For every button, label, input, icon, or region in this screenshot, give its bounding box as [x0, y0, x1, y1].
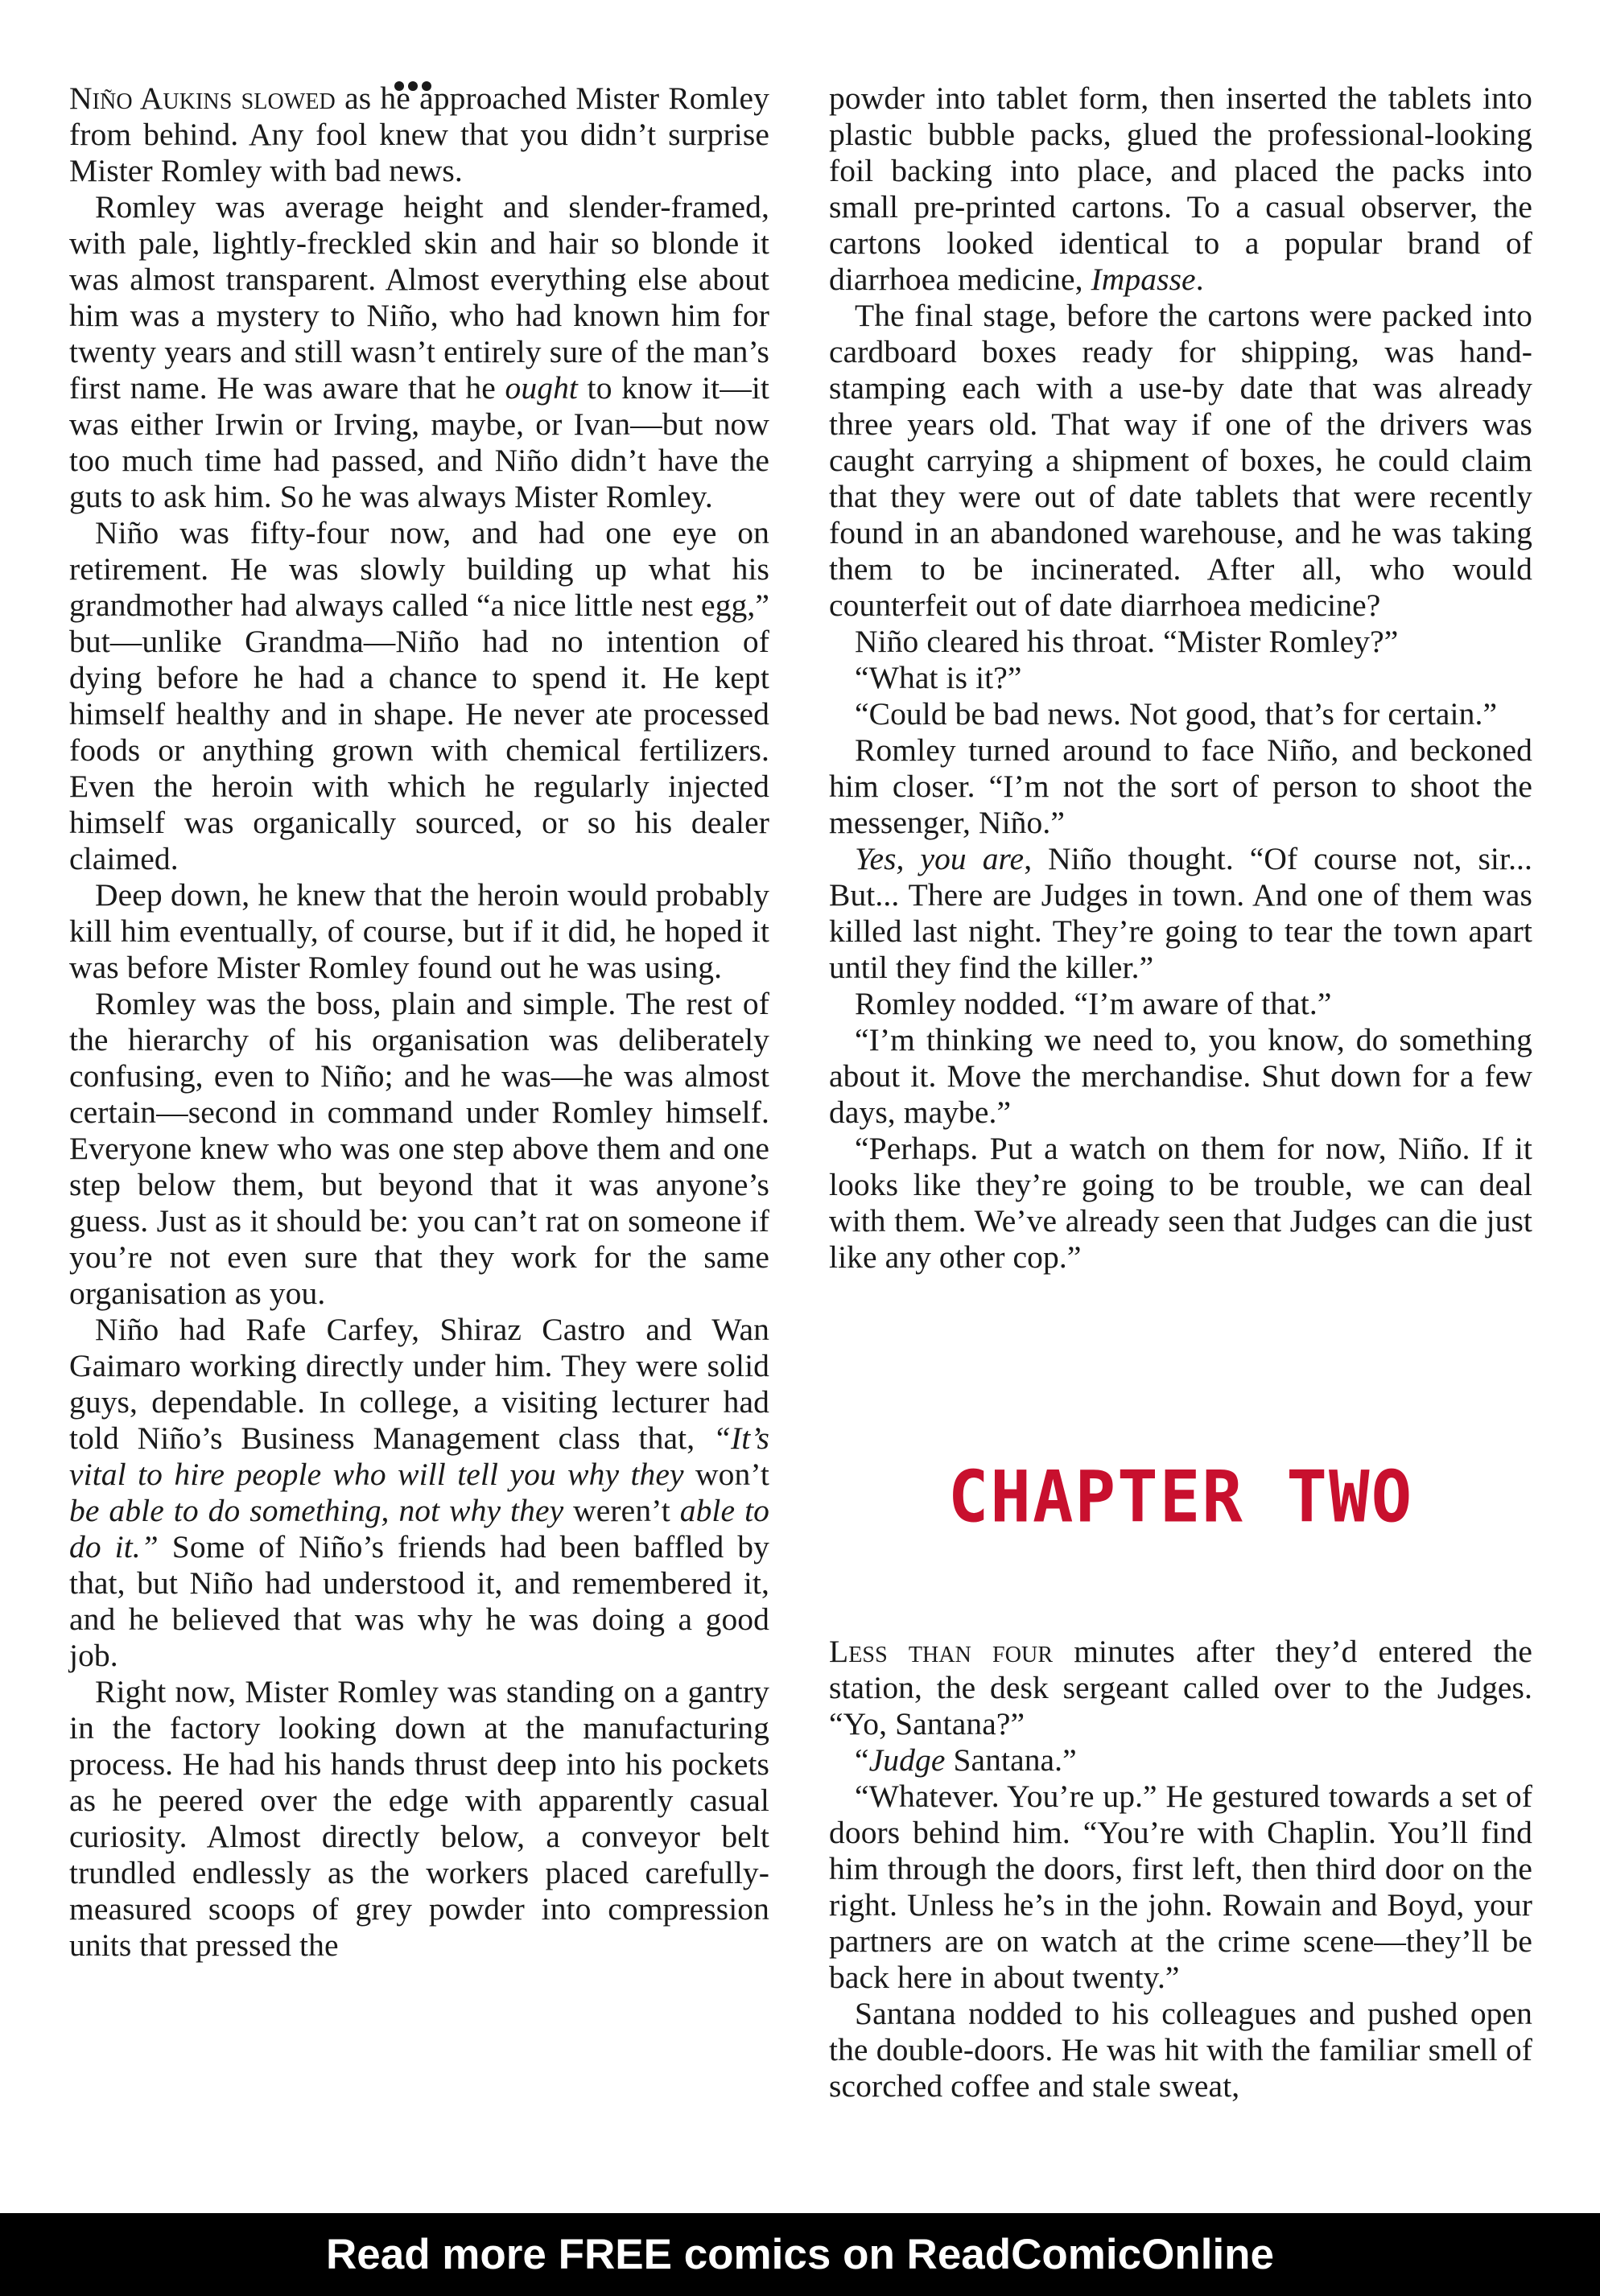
paragraph: Niño cleared his throat. “Mister Romley?” — [855, 624, 1399, 659]
left-column — [69, 80, 769, 1964]
footer-banner[interactable] — [0, 2213, 1600, 2296]
chapter-heading: CHAPTER TWO — [947, 1455, 1414, 1539]
paragraph: “Perhaps. Put a watch on them for now, Niño. If it looks like they’re going to be trouble, we can deal with them. We’ve already seen that Judges can die just like any other cop.” — [829, 1131, 1532, 1275]
paragraph: Romley was average height and slender-framed, with pale, lightly-freckled skin and hair so blonde it was almost transparent. Almost everything else about him was a mystery to Niño, who had known him for twenty years and still wasn’t entirely sure of the man’s first name. He was aware that he ought to know it—it was either Irwin or Irving, maybe, or Ivan—but now too much time had passed, and Niño didn’t have the guts to ask him. So he was always Mister Romley. — [69, 189, 769, 514]
chapter-two-text — [829, 1634, 1532, 2104]
paragraph: Niño Aukins slowed as he approached Mister Romley from behind. Any fool knew that you didn’t surprise Mister Romley with bad news. — [69, 80, 769, 188]
paragraph: Romley was the boss, plain and simple. The rest of the hierarchy of his organisation was deliberately confusing, even to Niño; and he was—he was almost certain—second in command under Romley himself. Everyone knew who was one step above them and one step below them, but beyond that it was anyone’s guess. Just as it should be: you can’t rat on someone if you’re not even sure that they work for the same organisation as you. — [69, 986, 769, 1311]
paragraph: The final stage, before the cartons were packed into cardboard boxes ready for shipping, was hand-stamping each with a use-by date that was already three years old. That way if one of the drivers was caught carrying a shipment of boxes, he could claim that they were out of date tablets that were recently found in an abandoned warehouse, and he was taking them to be incinerated. After all, who would counterfeit out of date diarrhoea medicine? — [829, 298, 1532, 623]
paragraph: “Whatever. You’re up.” He gestured towards a set of doors behind him. “You’re with Chaplin. You’ll find him through the doors, first left, then third door on the right. Unless he’s in the john. Rowain and Boyd, your partners are on watch at the crime scene—they’ll be back here in about twenty.” — [829, 1779, 1532, 1995]
lead-in: Less than four — [829, 1634, 1054, 1669]
paragraph: Deep down, he knew that the heroin would probably kill him eventually, of course, but if it did, he hoped it was before Mister Romley found out he was using. — [69, 877, 769, 985]
paragraph: Santana nodded to his colleagues and pushed open the double-doors. He was hit with the familiar smell of scorched coffee and stale sweat, — [829, 1996, 1532, 2104]
right-column — [829, 80, 1532, 1276]
paragraph: Niño was fifty-four now, and had one eye on retirement. He was slowly building up what his grandmother had always called “a nice little nest egg,” but—unlike Grandma—Niño had no intention of dying before he had a chance to spend it. He kept himself healthy and in shape. He never ate processed foods or anything grown with chemical fertilizers. Even the heroin with which he regularly injected himself was organically sourced, or so his dealer claimed. — [69, 515, 769, 876]
footer-link[interactable]: Read more FREE comics on ReadComicOnline — [325, 2231, 1275, 2278]
paragraph: “Could be bad news. Not good, that’s for certain.” — [855, 696, 1498, 732]
paragraph: powder into tablet form, then inserted the tablets into plastic bubble packs, glued the professional-looking foil backing into place, and placed the packs into small pre-printed cartons. To a casual observer, the cartons looked identical to a popular brand of diarrhoea medicine, Impasse. — [829, 80, 1532, 297]
paragraph: Niño had Rafe Carfey, Shiraz Castro and Wan Gaimaro working directly under him. They were solid guys, dependable. In college, a visiting lecturer had told Niño’s Business Management class that, “It’s vital to hire people who will tell you why they won’t be able to do something, not why they weren’t able to do it.” Some of Niño’s friends had been baffled by that, but Niño had understood it, and remembered it, and he believed that was why he was doing a good job. — [69, 1312, 770, 1673]
paragraph: Romley turned around to face Niño, and beckoned him closer. “I’m not the sort of person to shoot the messenger, Niño.” — [829, 732, 1532, 840]
paragraph: “Judge Santana.” — [855, 1742, 1077, 1778]
paragraph: Right now, Mister Romley was standing on a gantry in the factory looking down at the manufacturing process. He had his hands thrust deep into his pockets as he peered over the edge with apparently casual curiosity. Almost directly below, a conveyor belt trundled endlessly as the workers placed carefully-measured scoops of grey powder into compression units that pressed the — [69, 1674, 769, 1963]
paragraph: Yes, you are, Niño thought. “Of course not, sir... But... There are Judges in town. And one of them was killed last night. They’re going to tear the town apart until they find the killer.” — [829, 841, 1532, 985]
lead-in: Niño Aukins slowed — [69, 80, 336, 116]
paragraph: “What is it?” — [855, 660, 1022, 695]
paragraph: “I’m thinking we need to, you know, do something about it. Move the merchandise. Shut down for a few days, maybe.” — [829, 1022, 1532, 1130]
paragraph: Less than four minutes after they’d entered the station, the desk sergeant called over to the Judges. “Yo, Santana?” — [829, 1634, 1532, 1742]
paragraph: Romley nodded. “I’m aware of that.” — [855, 986, 1332, 1021]
